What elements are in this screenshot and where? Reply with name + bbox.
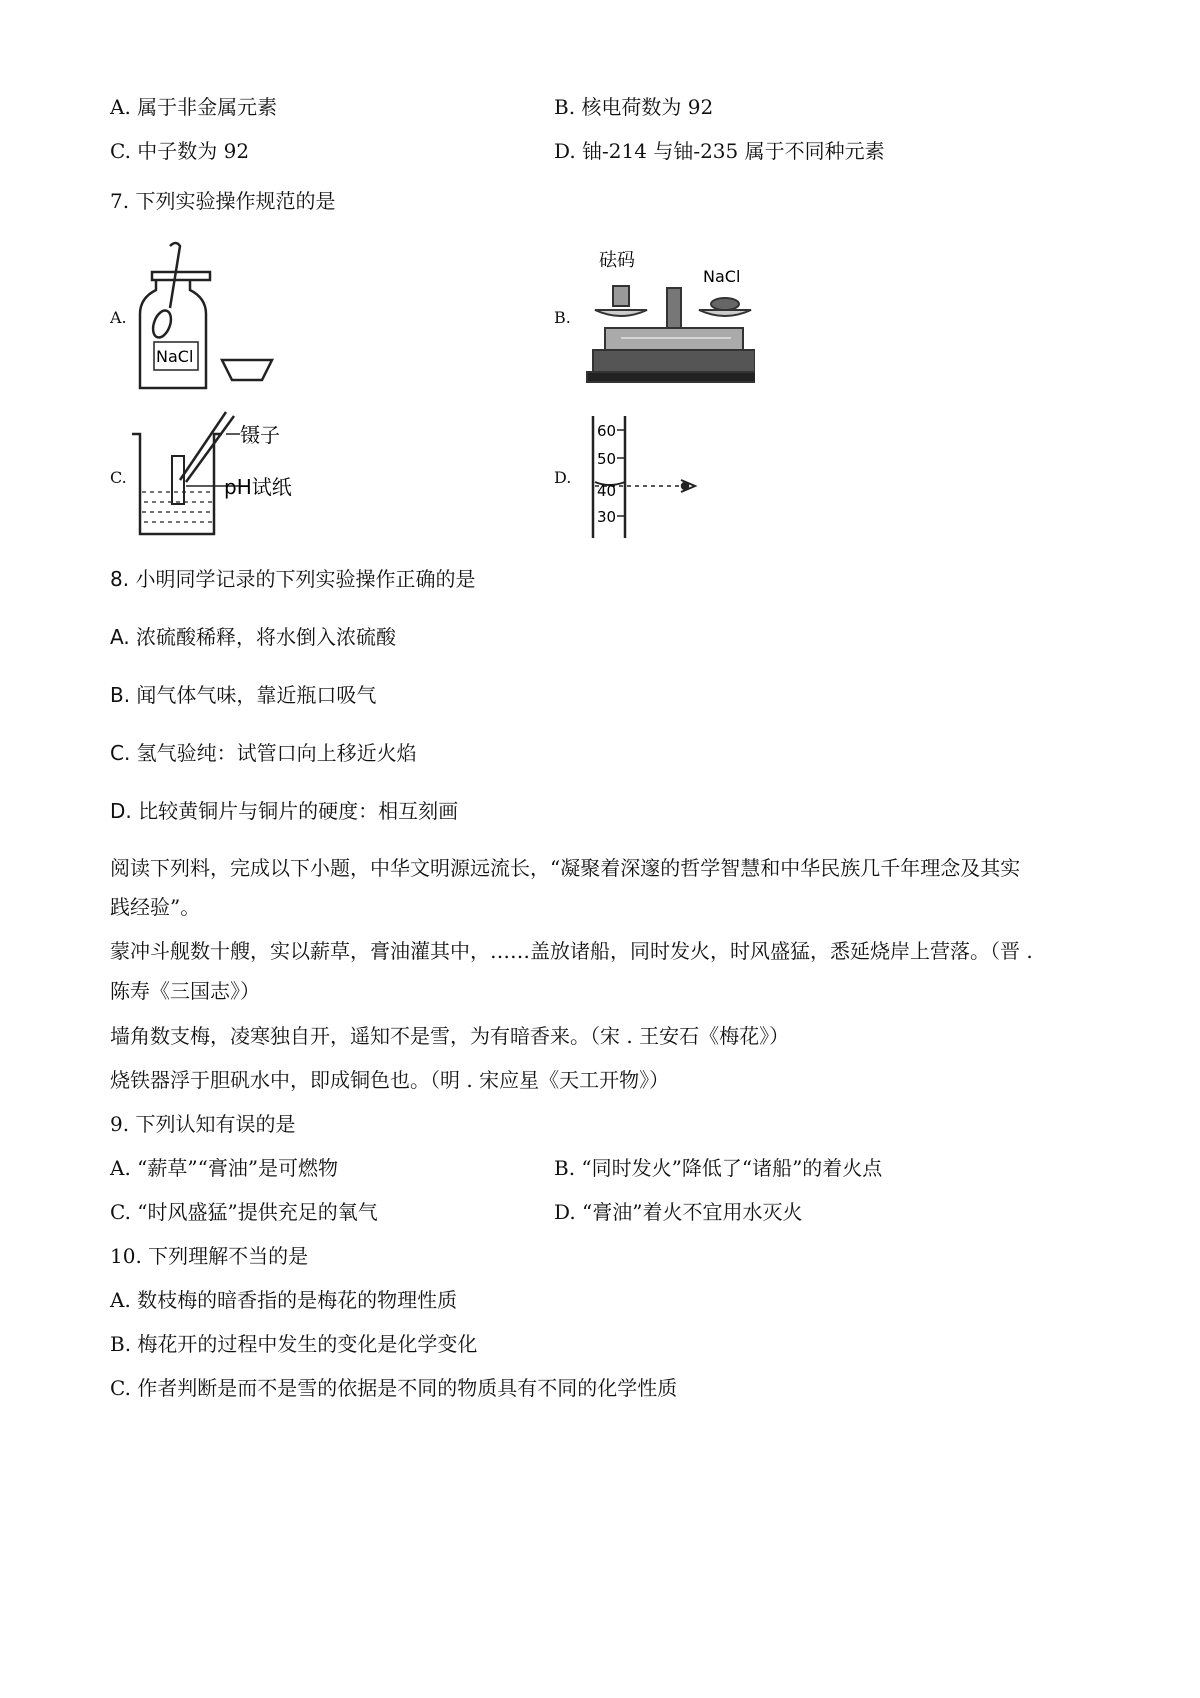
reading-passage1-line1: 蒙冲斗舰数十艘，实以薪草，膏油灌其中，……盖放诸船，同时发火，时风盛猛，悉延烧岸上营落。（晋 . <box>110 939 1033 963</box>
q10-option-b: B. 梅花开的过程中发生的变化是化学变化 <box>110 1332 478 1356</box>
q8-option-c: C. 氢气验纯：试管口向上移近火焰 <box>110 741 417 765</box>
fig-d-tick-40: 40 <box>597 482 617 500</box>
fig-b-weight-label: 砝码 <box>599 250 635 271</box>
q8-option-b: B. 闻气体气味，靠近瓶口吸气 <box>110 683 377 707</box>
q10-option-a: A. 数枝梅的暗香指的是梅花的物理性质 <box>110 1288 458 1312</box>
fig-d-tick-50: 50 <box>597 450 617 468</box>
reading-intro-line2: 践经验”。 <box>110 895 201 919</box>
reading-passage2: 墙角数支梅，凌寒独自开，遥知不是雪，为有暗香来。（宋 . 王安石《梅花》） <box>110 1024 790 1048</box>
reading-passage1-line2: 陈寿《三国志》） <box>110 979 260 1003</box>
fig-b-nacl-label: NaCl <box>703 267 741 286</box>
q7-option-d-label: D. <box>554 468 572 487</box>
q6-option-b: B. 核电荷数为 92 <box>554 95 714 119</box>
fig-a-nacl-label: NaCl <box>156 347 194 366</box>
fig-d-cylinder <box>585 412 725 542</box>
fig-c-ph-paper-label: pH试纸 <box>224 475 292 499</box>
q9-option-b: B. “同时发火”降低了“诸船”的着火点 <box>554 1156 883 1180</box>
fig-d-tick-60: 60 <box>597 422 617 440</box>
fig-a-reagent-bottle <box>130 238 280 398</box>
q8-option-d: D. 比较黄铜片与铜片的硬度：相互刻画 <box>110 799 459 823</box>
q10-option-c: C. 作者判断是而不是雪的依据是不同的物质具有不同的化学性质 <box>110 1376 678 1400</box>
q6-option-d: D. 铀-214 与铀-235 属于不同种元素 <box>554 139 885 163</box>
q9-option-a: A. “薪草”“膏油”是可燃物 <box>110 1156 339 1180</box>
fig-d-tick-30: 30 <box>597 508 617 526</box>
q8-stem: 8. 小明同学记录的下列实验操作正确的是 <box>110 567 476 591</box>
q7-option-c-label: C. <box>110 468 127 487</box>
fig-c-tweezers-label: 镊子 <box>240 423 280 447</box>
q6-option-c: C. 中子数为 92 <box>110 139 250 163</box>
reading-passage3: 烧铁器浮于胆矾水中，即成铜色也。（明 . 宋应星《天工开物》） <box>110 1068 670 1092</box>
fig-b-balance <box>585 242 755 392</box>
q9-option-c: C. “时风盛猛”提供充足的氧气 <box>110 1200 378 1224</box>
q7-stem: 7. 下列实验操作规范的是 <box>110 189 336 213</box>
q7-option-b-label: B. <box>554 308 571 327</box>
q9-option-d: D. “膏油”着火不宜用水灭火 <box>554 1200 803 1224</box>
fig-c-beaker <box>130 410 310 540</box>
q7-option-a-label: A. <box>110 308 127 327</box>
q10-stem: 10. 下列理解不当的是 <box>110 1244 309 1268</box>
reading-intro-line1: 阅读下列料，完成以下小题，中华文明源远流长，“凝聚着深邃的哲学智慧和中华民族几千年理念及其实 <box>110 856 1021 880</box>
q9-stem: 9. 下列认知有误的是 <box>110 1112 296 1136</box>
q8-option-a: A. 浓硫酸稀释，将水倒入浓硫酸 <box>110 625 397 649</box>
q6-option-a: A. 属于非金属元素 <box>110 95 278 119</box>
